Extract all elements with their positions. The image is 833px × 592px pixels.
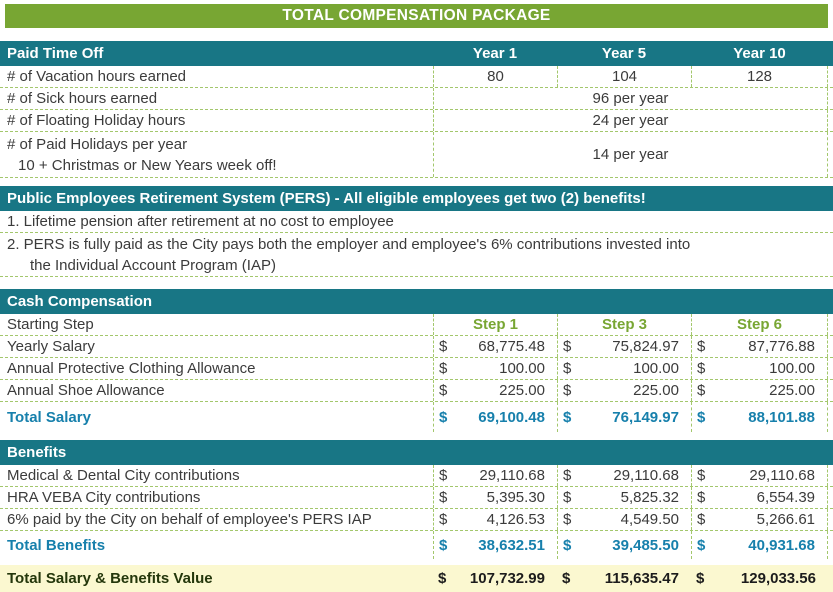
amount: 88,101.88 [748, 408, 815, 426]
amount: 225.00 [499, 382, 545, 399]
amount: 76,149.97 [612, 408, 679, 426]
amount: 29,110.68 [613, 467, 679, 484]
pto-row-paid-holidays [0, 132, 833, 178]
amount: 225.00 [769, 382, 815, 399]
dollar-sign: $ [439, 489, 448, 506]
dollar-sign: $ [697, 360, 706, 377]
yearly-salary-label: Yearly Salary [7, 338, 95, 355]
amount: 69,100.48 [478, 408, 545, 426]
dollar-sign: $ [438, 570, 447, 587]
pto-section-header [0, 41, 833, 66]
dollar-sign: $ [439, 382, 448, 399]
amount: 107,732.99 [469, 570, 545, 587]
total-salary-step3 [557, 402, 691, 432]
clothing-allowance-row [0, 358, 833, 380]
medical-dental-step1 [433, 465, 557, 486]
benefits-section-header [0, 440, 833, 465]
paid-holidays-label [0, 132, 433, 177]
hra-veba-step3 [557, 487, 691, 508]
dollar-sign: $ [697, 338, 706, 355]
starting-step-label: Starting Step [7, 316, 94, 333]
pto-header-label: Paid Time Off [7, 45, 104, 62]
sick-label: # of Sick hours earned [7, 90, 158, 107]
pers-benefit-1: 1. Lifetime pension after retirement at no cost to employee [0, 211, 833, 233]
dollar-sign: $ [697, 489, 706, 506]
total-salary-row [0, 402, 833, 432]
pto-column-year1: Year 1 [472, 45, 518, 62]
dollar-sign: $ [439, 467, 448, 484]
dollar-sign: $ [563, 511, 572, 528]
amount: 225.00 [633, 382, 679, 399]
yearly-salary-row [0, 336, 833, 358]
cash-header-label: Cash Compensation [7, 293, 153, 310]
dollar-sign: $ [563, 360, 572, 377]
pers-header-label: Public Employees Retirement System (PERS) - All eligible employees get two (2) benefits! [7, 190, 646, 207]
grand-total-label: Total Salary & Benefits Value [7, 570, 213, 587]
hra-veba-step6 [691, 487, 828, 508]
dollar-sign: $ [439, 511, 448, 528]
total-benefits-step6 [691, 531, 828, 559]
paid-holidays-value: 14 per year [433, 132, 828, 177]
amount: 129,033.56 [740, 570, 816, 587]
clothing-allowance-step1 [433, 358, 557, 379]
vacation-year5-value: 104 [557, 66, 691, 87]
total-salary-label: Total Salary [7, 408, 91, 426]
amount: 6,554.39 [756, 489, 815, 506]
total-benefits-row [0, 531, 833, 559]
grand-total-step3 [557, 565, 691, 592]
yearly-salary-step3 [557, 336, 691, 357]
page-title: TOTAL COMPENSATION PACKAGE [5, 4, 828, 28]
grand-total-step1 [433, 565, 557, 592]
amount: 5,266.61 [756, 511, 815, 528]
paid-holidays-label-line2: 10 + Christmas or New Years week off! [18, 157, 277, 174]
dollar-sign: $ [696, 570, 705, 587]
amount: 100.00 [499, 360, 545, 377]
medical-dental-step3 [557, 465, 691, 486]
shoe-allowance-step6 [691, 380, 828, 401]
pers-benefit-2-line1: 2. PERS is fully paid as the City pays both the employer and employee's 6% contributions invested into [7, 236, 691, 253]
sick-value: 96 per year [433, 88, 828, 109]
benefits-header-label: Benefits [7, 444, 67, 461]
pers-section-header [0, 186, 833, 211]
pers-iap-label: 6% paid by the City on behalf of employee's PERS IAP [7, 511, 372, 528]
clothing-allowance-step6 [691, 358, 828, 379]
medical-dental-label: Medical & Dental City contributions [7, 467, 240, 484]
dollar-sign: $ [439, 338, 448, 355]
amount: 87,776.88 [748, 338, 815, 355]
step-3-header: Step 3 [557, 314, 691, 335]
dollar-sign: $ [439, 536, 448, 554]
shoe-allowance-step1 [433, 380, 557, 401]
amount: 5,395.30 [486, 489, 545, 506]
cash-section-header [0, 289, 833, 314]
pers-iap-step6 [691, 509, 828, 530]
clothing-allowance-step3 [557, 358, 691, 379]
amount: 115,635.47 [604, 570, 679, 587]
dollar-sign: $ [697, 382, 706, 399]
clothing-allowance-label: Annual Protective Clothing Allowance [7, 360, 256, 377]
vacation-year1-value: 80 [433, 66, 557, 87]
pers-iap-row [0, 509, 833, 531]
dollar-sign: $ [439, 408, 448, 426]
medical-dental-step6 [691, 465, 828, 486]
yearly-salary-step6 [691, 336, 828, 357]
vacation-label: # of Vacation hours earned [7, 68, 187, 85]
pto-row-floating-holiday [0, 110, 833, 132]
starting-step-row [0, 314, 833, 336]
amount: 4,549.50 [620, 511, 679, 528]
floating-holiday-value: 24 per year [433, 110, 828, 131]
dollar-sign: $ [562, 570, 571, 587]
amount: 4,126.53 [486, 511, 545, 528]
total-benefits-step3 [557, 531, 691, 559]
dollar-sign: $ [697, 536, 706, 554]
dollar-sign: $ [563, 489, 572, 506]
dollar-sign: $ [697, 408, 706, 426]
pto-row-sick [0, 88, 833, 110]
dollar-sign: $ [563, 467, 572, 484]
amount: 100.00 [633, 360, 679, 377]
pto-row-vacation [0, 66, 833, 88]
amount: 75,824.97 [612, 338, 679, 355]
total-benefits-step1 [433, 531, 557, 559]
vacation-year10-value: 128 [691, 66, 828, 87]
amount: 68,775.48 [478, 338, 545, 355]
hra-veba-label: HRA VEBA City contributions [7, 489, 201, 506]
dollar-sign: $ [439, 360, 448, 377]
pers-iap-step1 [433, 509, 557, 530]
step-1-header: Step 1 [433, 314, 557, 335]
amount: 38,632.51 [478, 536, 545, 554]
amount: 5,825.32 [620, 489, 679, 506]
dollar-sign: $ [697, 467, 706, 484]
amount: 29,110.68 [749, 467, 815, 484]
grand-total-step6 [691, 565, 828, 592]
pto-column-year10: Year 10 [733, 45, 786, 62]
dollar-sign: $ [563, 408, 572, 426]
grand-total-row [0, 565, 833, 592]
dollar-sign: $ [697, 511, 706, 528]
amount: 100.00 [769, 360, 815, 377]
pers-iap-step3 [557, 509, 691, 530]
dollar-sign: $ [563, 382, 572, 399]
medical-dental-row [0, 465, 833, 487]
amount: 39,485.50 [612, 536, 679, 554]
yearly-salary-step1 [433, 336, 557, 357]
step-6-header: Step 6 [691, 314, 828, 335]
amount: 29,110.68 [479, 467, 545, 484]
amount: 40,931.68 [748, 536, 815, 554]
floating-holiday-label: # of Floating Holiday hours [7, 112, 186, 129]
total-benefits-label: Total Benefits [7, 536, 106, 554]
pers-benefit-2 [0, 233, 833, 277]
hra-veba-row [0, 487, 833, 509]
pto-column-year5: Year 5 [601, 45, 647, 62]
total-salary-step6 [691, 402, 828, 432]
hra-veba-step1 [433, 487, 557, 508]
shoe-allowance-row [0, 380, 833, 402]
pers-benefit-2-line2: the Individual Account Program (IAP) [30, 257, 276, 274]
dollar-sign: $ [563, 536, 572, 554]
shoe-allowance-label: Annual Shoe Allowance [7, 382, 165, 399]
total-salary-step1 [433, 402, 557, 432]
dollar-sign: $ [563, 338, 572, 355]
shoe-allowance-step3 [557, 380, 691, 401]
paid-holidays-label-line1: # of Paid Holidays per year [7, 136, 188, 153]
